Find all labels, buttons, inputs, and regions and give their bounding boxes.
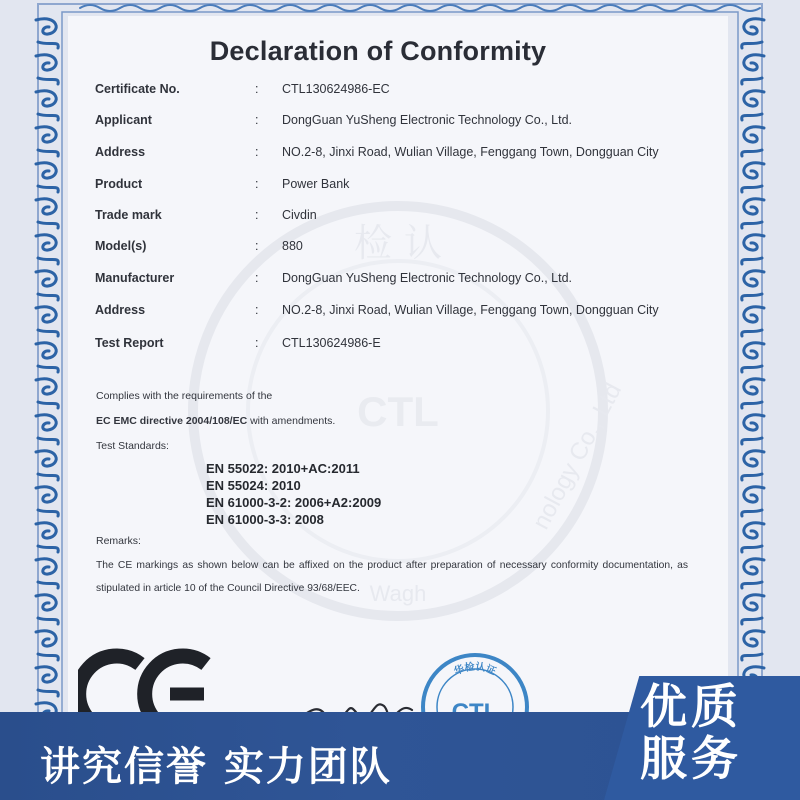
- stamp-top-text: 华检认证: [452, 661, 498, 678]
- field-manufacturer: [95, 271, 695, 291]
- field-colon: :: [255, 271, 259, 285]
- standard-item: EN 55024: 2010: [206, 478, 301, 493]
- field-value: CTL130624986-EC: [282, 82, 390, 96]
- field-manufacturer-address: [95, 303, 695, 323]
- field-value: NO.2-8, Jinxi Road, Wulian Village, Fenggang Town, Dongguan City: [282, 145, 659, 159]
- field-label: Test Report: [95, 336, 164, 350]
- field-value: 880: [282, 239, 303, 253]
- certificate-sheet: [68, 16, 728, 736]
- field-colon: :: [255, 239, 259, 253]
- standard-item: EN 61000-3-2: 2006+A2:2009: [206, 495, 382, 510]
- directive-bold: EC EMC directive 2004/108/EC: [96, 415, 248, 427]
- field-value: Civdin: [282, 208, 317, 222]
- field-value: DongGuan YuSheng Electronic Technology Co., Ltd.: [282, 271, 573, 285]
- certificate-title: Declaration of Conformity: [209, 36, 547, 66]
- remarks-text: The CE markings as shown below can be affixed on the product after preparation of necessary conformity documentation, as stipulated in article 10 of the Council Directive 93/68/EEC.: [96, 560, 688, 594]
- directive-line: [96, 415, 335, 427]
- field-value: NO.2-8, Jinxi Road, Wulian Village, Fenggang Town, Dongguan City: [282, 303, 659, 317]
- promo-slogan: 讲究信誉 实力团队: [40, 744, 392, 790]
- badge-line-2: 服务: [640, 732, 742, 787]
- field-colon: :: [255, 113, 259, 127]
- field-label: Product: [95, 177, 143, 191]
- watermark-top-text: 检 认: [353, 221, 443, 265]
- field-value: CTL130624986-E: [282, 336, 381, 350]
- field-value: DongGuan YuSheng Electronic Technology Co., Ltd.: [282, 113, 573, 127]
- quality-service-text: [640, 682, 770, 786]
- field-label: Address: [95, 303, 146, 317]
- field-label: Manufacturer: [95, 271, 175, 285]
- field-label: Certificate No.: [95, 82, 180, 96]
- watermark-side-text: nology Co., Ltd: [527, 378, 628, 534]
- field-colon: :: [255, 303, 259, 317]
- field-colon: :: [255, 177, 259, 191]
- field-colon: :: [255, 145, 259, 159]
- test-standards-label: Test Standards:: [96, 440, 169, 452]
- field-value: Power Bank: [282, 177, 350, 191]
- watermark-bottom-text: Wagh: [369, 581, 427, 606]
- field-colon: :: [255, 208, 259, 222]
- field-address: [95, 145, 695, 165]
- field-label: Trade mark: [95, 208, 162, 222]
- field-test-report: [95, 336, 695, 356]
- remarks-label: Remarks:: [96, 535, 141, 547]
- directive-rest: with amendments.: [247, 415, 336, 427]
- complies-text: Complies with the requirements of the: [96, 390, 273, 402]
- field-label: Address: [95, 145, 146, 159]
- field-label: Applicant: [95, 113, 152, 127]
- standard-item: EN 55022: 2010+AC:2011: [206, 461, 360, 476]
- field-colon: :: [255, 336, 259, 350]
- field-applicant: [95, 113, 695, 133]
- standard-item: EN 61000-3-3: 2008: [206, 512, 324, 527]
- badge-line-1: 优质: [640, 680, 742, 735]
- field-models: [95, 239, 695, 259]
- field-colon: :: [255, 82, 259, 96]
- field-label: Model(s): [95, 239, 147, 253]
- watermark-ctl: CTL: [357, 388, 439, 435]
- field-trade-mark: [95, 208, 695, 228]
- field-certificate-no: [95, 82, 695, 102]
- field-product: [95, 177, 695, 197]
